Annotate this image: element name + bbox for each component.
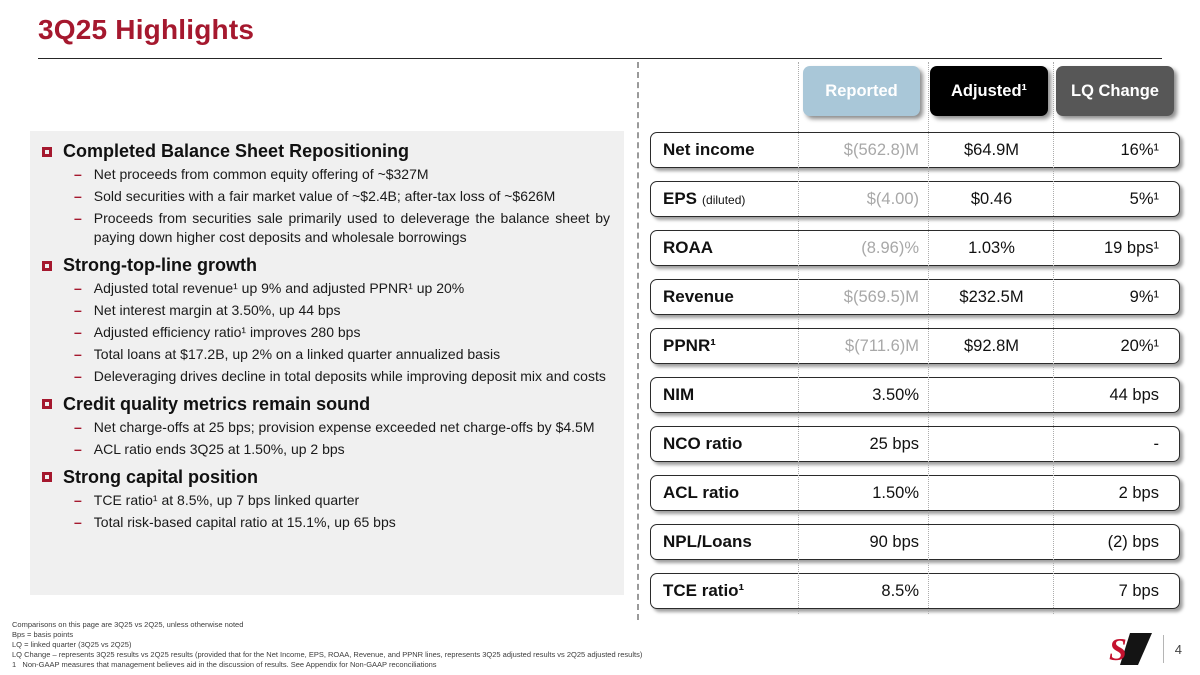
metric-label-suffix: (diluted) bbox=[702, 193, 746, 207]
metric-label-cell bbox=[651, 287, 799, 307]
square-bullet-icon bbox=[42, 472, 52, 482]
reported-value: $(4.00) bbox=[866, 189, 919, 208]
bullet-text: Proceeds from securities sale primarily used to deleverage the balance sheet by paying down higher cost deposits and wholesale borrowings bbox=[93, 209, 610, 245]
adjusted-value: $64.9M bbox=[963, 140, 1020, 159]
metric-row bbox=[650, 132, 1180, 168]
bullet-item bbox=[74, 165, 614, 184]
reported-value: (8.96)% bbox=[861, 238, 919, 257]
section-heading-row bbox=[42, 394, 614, 415]
footnote-line: LQ = linked quarter (3Q25 vs 2Q25) bbox=[12, 639, 132, 649]
dash-bullet-icon: – bbox=[74, 440, 82, 457]
reported-value: 90 bps bbox=[869, 532, 919, 551]
metric-row bbox=[650, 377, 1180, 413]
lq-change-value: 16%¹ bbox=[1120, 140, 1159, 159]
highlight-section bbox=[38, 394, 614, 459]
dash-bullet-icon: – bbox=[74, 513, 82, 530]
adjusted-value: $0.46 bbox=[970, 189, 1013, 208]
metric-label-cell bbox=[651, 532, 799, 552]
bullet-text: Total loans at $17.2B, up 2% on a linked quarter annualized basis bbox=[93, 345, 501, 362]
metric-label: Revenue bbox=[663, 287, 734, 306]
lq-change-value: - bbox=[1153, 434, 1159, 453]
metric-label-cell bbox=[651, 238, 799, 258]
highlight-section bbox=[38, 255, 614, 386]
metric-label-cell bbox=[651, 434, 799, 454]
square-bullet-icon bbox=[42, 399, 52, 409]
footnote-line: 1 Non-GAAP measures that management believes aid in the discussion of results. See Appendix for Non-GAAP reconciliations bbox=[12, 659, 437, 669]
metric-row bbox=[650, 426, 1180, 462]
lq-change-value: 9%¹ bbox=[1129, 287, 1159, 306]
section-heading-text: Strong capital position bbox=[63, 466, 259, 487]
metric-label: NCO ratio bbox=[663, 434, 743, 453]
reported-value: $(711.6)M bbox=[845, 336, 919, 355]
bullet-text: Net proceeds from common equity offering of ~$327M bbox=[93, 166, 429, 182]
adjusted-value: $232.5M bbox=[959, 287, 1024, 306]
dash-bullet-icon: – bbox=[74, 418, 82, 435]
metric-label: NPL/Loans bbox=[663, 532, 752, 551]
lq-change-value: 2 bps bbox=[1118, 483, 1159, 502]
bullet-item bbox=[74, 279, 614, 298]
metric-label: ACL ratio bbox=[663, 483, 740, 502]
reported-value: 1.50% bbox=[872, 483, 919, 502]
adjusted-value: $92.8M bbox=[963, 336, 1020, 355]
metric-row bbox=[650, 279, 1180, 315]
metric-label: ROAA bbox=[663, 238, 714, 257]
bullet-text: Net interest margin at 3.50%, up 44 bps bbox=[93, 302, 341, 319]
lq-change-value: 44 bps bbox=[1109, 385, 1159, 404]
footnote-line: Bps = basis points bbox=[12, 629, 74, 639]
reported-value: 8.5% bbox=[881, 581, 919, 600]
bullet-text: Sold securities with a fair market value of ~$2.4B; after-tax loss of ~$626M bbox=[93, 187, 556, 204]
dash-bullet-icon: – bbox=[74, 367, 82, 384]
section-heading-row bbox=[42, 255, 614, 276]
dash-bullet-icon: – bbox=[74, 209, 82, 226]
dash-bullet-icon: – bbox=[74, 302, 82, 319]
bullet-text: Adjusted efficiency ratio¹ improves 280 bps bbox=[93, 323, 361, 340]
square-bullet-icon bbox=[42, 147, 52, 157]
bullet-item bbox=[74, 418, 614, 437]
reported-value: 25 bps bbox=[869, 434, 919, 453]
metrics-rows bbox=[650, 132, 1180, 609]
title-underline-rule bbox=[38, 58, 1162, 59]
metric-label-cell bbox=[651, 581, 799, 601]
lq-change-value: 5%¹ bbox=[1129, 189, 1159, 208]
dash-bullet-icon: – bbox=[74, 491, 82, 508]
metric-label-cell bbox=[651, 140, 799, 160]
highlight-section bbox=[38, 467, 614, 532]
metric-label: PPNR¹ bbox=[663, 336, 716, 355]
metric-row bbox=[650, 524, 1180, 560]
highlights-panel bbox=[30, 131, 624, 595]
footer-right bbox=[1108, 633, 1186, 665]
bullet-item bbox=[74, 440, 614, 459]
bullet-list bbox=[38, 279, 614, 386]
bullet-text: Total risk-based capital ratio at 15.1%, up 65 bps bbox=[93, 513, 396, 530]
metric-label: Net income bbox=[663, 140, 755, 159]
lq-change-value: 19 bps¹ bbox=[1103, 238, 1159, 257]
svg-text:S: S bbox=[1108, 633, 1127, 665]
square-bullet-icon bbox=[42, 261, 52, 271]
lq-change-value: 7 bps bbox=[1118, 581, 1159, 600]
metric-row bbox=[650, 328, 1180, 364]
bullet-list bbox=[38, 418, 614, 459]
bullet-text: Net charge-offs at 25 bps; provision expense exceeded net charge-offs by $4.5M bbox=[93, 418, 595, 435]
bullet-item bbox=[74, 301, 614, 320]
vertical-dashed-divider bbox=[637, 62, 639, 620]
company-logo bbox=[1108, 633, 1152, 665]
dash-bullet-icon: – bbox=[74, 166, 82, 182]
reported-value: 3.50% bbox=[872, 385, 919, 404]
page-number: 4 bbox=[1174, 641, 1182, 657]
metric-label-cell bbox=[651, 385, 799, 405]
section-heading-row bbox=[42, 467, 614, 488]
lq-change-value: 20%¹ bbox=[1120, 336, 1159, 355]
bullet-item bbox=[74, 209, 614, 248]
dash-bullet-icon: – bbox=[74, 345, 82, 362]
dash-bullet-icon: – bbox=[74, 323, 82, 340]
lq-change-value: (2) bps bbox=[1107, 532, 1159, 551]
column-header-lq-change: LQ Change bbox=[1056, 66, 1174, 116]
metric-row bbox=[650, 230, 1180, 266]
footnotes bbox=[12, 620, 1012, 669]
bullet-text: TCE ratio¹ at 8.5%, up 7 bps linked quarter bbox=[93, 491, 360, 508]
bullet-item bbox=[74, 513, 614, 532]
reported-value: $(569.5)M bbox=[843, 287, 919, 306]
page-title: 3Q25 Highlights bbox=[38, 14, 255, 45]
bullet-list bbox=[38, 491, 614, 532]
metric-row bbox=[650, 475, 1180, 511]
adjusted-value: 1.03% bbox=[968, 238, 1015, 257]
dash-bullet-icon: – bbox=[74, 187, 82, 204]
metric-label: TCE ratio¹ bbox=[663, 581, 745, 600]
bullet-item bbox=[74, 187, 614, 206]
metric-label: NIM bbox=[663, 385, 695, 404]
section-heading-row bbox=[42, 141, 614, 162]
footer-divider-line bbox=[1163, 635, 1164, 663]
bullet-item bbox=[74, 367, 614, 386]
column-header-adjusted: Adjusted¹ bbox=[930, 66, 1048, 116]
bullet-text: Deleveraging drives decline in total deposits while improving deposit mix and costs bbox=[93, 367, 606, 384]
metrics-table bbox=[650, 62, 1185, 622]
metric-row bbox=[650, 573, 1180, 609]
section-heading-text: Credit quality metrics remain sound bbox=[63, 393, 371, 414]
section-heading-text: Completed Balance Sheet Repositioning bbox=[63, 141, 410, 161]
metric-label-cell bbox=[651, 189, 799, 209]
metric-row bbox=[650, 181, 1180, 217]
metric-label-cell bbox=[651, 336, 799, 356]
footnote-line: Comparisons on this page are 3Q25 vs 2Q25, unless otherwise noted bbox=[12, 620, 244, 629]
section-heading-text: Strong-top-line growth bbox=[63, 255, 257, 276]
reported-value: $(562.8)M bbox=[843, 140, 919, 159]
dash-bullet-icon: – bbox=[74, 280, 82, 297]
bullet-text: ACL ratio ends 3Q25 at 1.50%, up 2 bps bbox=[93, 440, 345, 457]
bullet-item bbox=[74, 345, 614, 364]
footnote-line: LQ Change – represents 3Q25 results vs 2Q25 results (provided that for the Net Income, EPS, ROAA, Revenue, and PPNR lines, represents 3Q25 adjusted results vs 2Q25 adjusted results) bbox=[12, 649, 643, 659]
bullet-text: Adjusted total revenue¹ up 9% and adjusted PPNR¹ up 20% bbox=[93, 280, 465, 297]
column-header-reported: Reported bbox=[803, 66, 920, 116]
bullet-item bbox=[74, 491, 614, 510]
metric-label-cell bbox=[651, 483, 799, 503]
highlight-section bbox=[38, 141, 614, 247]
metric-label: EPS bbox=[663, 189, 698, 208]
bullet-item bbox=[74, 323, 614, 342]
bullet-list bbox=[38, 165, 614, 247]
